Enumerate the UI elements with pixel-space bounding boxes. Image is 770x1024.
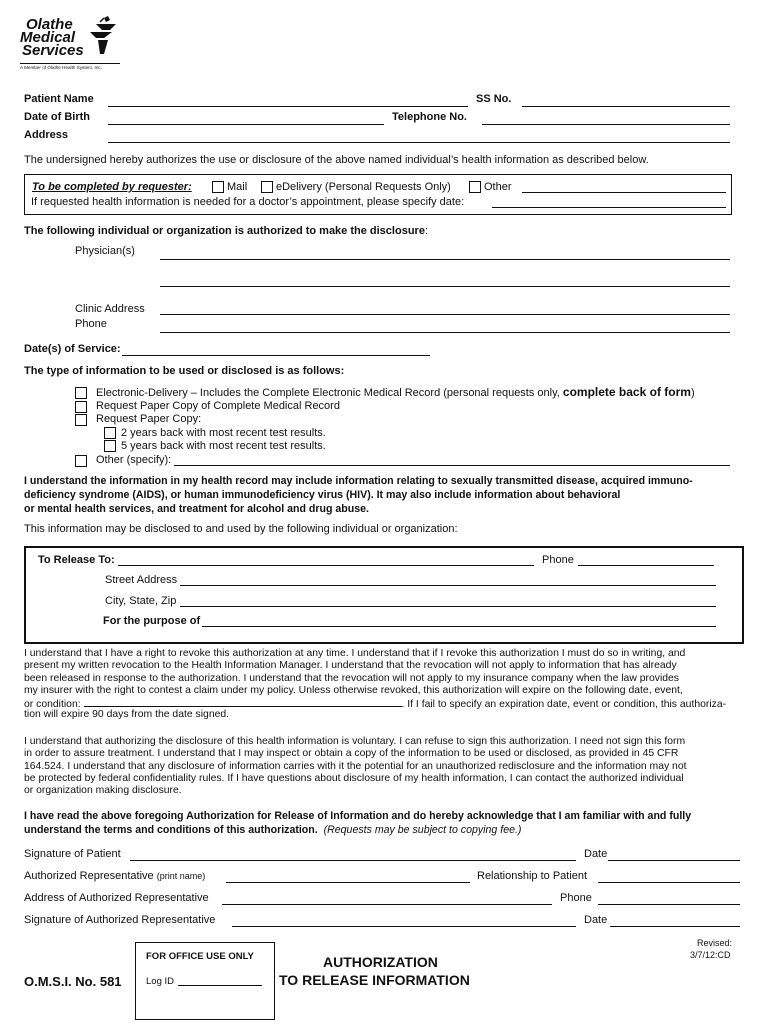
revoke-line-3: been released in response to the authorization. I understand that the revocation will not apply to my insurance company when the law provides — [24, 672, 680, 684]
voluntary-line-5: or organization making disclosure. — [24, 785, 182, 797]
other-specify-field[interactable] — [174, 465, 730, 466]
clinic-address-label: Clinic Address — [75, 303, 145, 315]
physicians-field-1[interactable] — [160, 259, 730, 260]
five-years-checkbox[interactable] — [104, 440, 116, 452]
address-rep-label: Address of Authorized Representative — [24, 892, 209, 904]
dob-label: Date of Birth — [24, 111, 90, 123]
revoke-last-line: tion will expire 90 days from the date signed. — [24, 709, 230, 721]
logo-line-2: Medical — [20, 29, 76, 46]
doctor-date-field[interactable] — [492, 207, 726, 208]
sensitive-line-1: I understand the information in my health record may include information relating to sexually transmitted disease, acquired immuno- — [24, 475, 693, 487]
release-phone-label: Phone — [542, 554, 574, 566]
patient-signature-label: Signature of Patient — [24, 848, 121, 860]
logo-line-1: Olathe — [26, 16, 73, 33]
dates-of-service-label: Date(s) of Service: — [24, 343, 121, 355]
auth-rep-field[interactable] — [226, 882, 470, 883]
sig-rep-label: Signature of Authorized Representative — [24, 914, 216, 926]
purpose-field[interactable] — [202, 626, 716, 627]
rep-phone-field[interactable] — [598, 904, 740, 905]
dates-of-service-field[interactable] — [122, 355, 430, 356]
revoke-paragraph — [24, 648, 742, 722]
address-label: Address — [24, 129, 69, 141]
form-number: O.M.S.I. No. 581 — [24, 974, 122, 989]
release-to-field[interactable] — [118, 565, 534, 566]
form-title-line-2: TO RELEASE INFORMATION — [279, 972, 470, 988]
revoke-tail: . If I fail to specify an expiration date, event or condition, this authoriza- — [401, 699, 727, 711]
auth-rep-label: Authorized Representative (print name) — [24, 870, 206, 882]
other-specify-checkbox[interactable] — [75, 455, 87, 467]
ssn-label: SS No. — [476, 93, 512, 105]
paper-complete-checkbox[interactable] — [75, 401, 87, 413]
address-field[interactable] — [108, 142, 730, 143]
rep-phone-label: Phone — [560, 892, 592, 904]
edelivery-label: eDelivery (Personal Requests Only) — [276, 181, 451, 193]
edelivery-checkbox[interactable] — [261, 181, 273, 193]
log-id-label: Log ID — [146, 976, 174, 987]
clinic-address-field[interactable] — [160, 314, 730, 315]
revoke-line-1: I understand that I have a right to revoke this authorization at any time. I understand that if I revoke this authorization I must do so in writing, and — [24, 648, 686, 659]
disclosed-to-text: This information may be disclosed to and used by the following individual or organization: — [24, 523, 458, 535]
intro-text: The undersigned hereby authorizes the use or disclosure of the above named individual’s health information as described below. — [24, 154, 649, 166]
date-1-field[interactable] — [608, 860, 740, 861]
two-years-checkbox[interactable] — [104, 427, 116, 439]
telephone-field[interactable] — [482, 124, 730, 125]
revoke-line-2: present my written revocation to the Health Information Manager. I understand that the revocation will not apply to information that has already — [24, 660, 677, 672]
patient-name-field[interactable] — [108, 106, 468, 107]
log-id-field[interactable] — [178, 985, 262, 986]
date-2-field[interactable] — [610, 926, 740, 927]
other-label: Other — [484, 181, 512, 193]
expiration-field[interactable] — [84, 697, 402, 707]
clinic-phone-field[interactable] — [160, 332, 730, 333]
city-state-zip-field[interactable] — [180, 606, 716, 607]
paper-complete-label: Request Paper Copy of Complete Medical Record — [96, 400, 340, 412]
electronic-label: Electronic-Delivery – Includes the Complete Electronic Medical Record (personal requests only, complete back of form) — [96, 385, 695, 399]
dob-field[interactable] — [108, 124, 384, 125]
telephone-label: Telephone No. — [392, 111, 467, 123]
street-address-label: Street Address — [105, 574, 178, 586]
revoke-line-4: my insurer with the right to contest a claim under my policy. Unless otherwise revoked, this authorization will expire on the following date, event, — [24, 684, 683, 696]
other-checkbox[interactable] — [469, 181, 481, 193]
doctor-note: If requested health information is needed for a doctor’s appointment, please specify date: — [31, 196, 465, 208]
other-specify-label: Other (specify): — [96, 454, 172, 466]
physicians-label: Physician(s) — [75, 245, 135, 257]
mail-checkbox[interactable] — [212, 181, 224, 193]
sensitive-line-2: deficiency syndrome (AIDS), or human immunodeficiency virus (HIV). It may also include information about behavioral — [24, 489, 621, 501]
voluntary-line-1: I understand that authorizing the disclosure of this health information is voluntary. I can refuse to sign this authorization. I need not sign this form — [24, 736, 686, 747]
logo-emblem-icon — [86, 14, 122, 58]
voluntary-paragraph — [24, 736, 742, 797]
logo — [20, 14, 130, 72]
revised-label: Revised: — [697, 938, 733, 948]
two-years-label: 2 years back with most recent test results. — [121, 427, 326, 439]
patient-signature-field[interactable] — [130, 860, 576, 861]
purpose-label: For the purpose of — [103, 615, 201, 627]
address-rep-field[interactable] — [222, 904, 552, 905]
info-type-heading: The type of information to be used or disclosed is as follows: — [24, 365, 345, 377]
disclosure-heading: The following individual or organization is authorized to make the disclosure: — [24, 225, 428, 237]
logo-tagline: A Member of Olathe Health System, Inc. — [20, 65, 102, 70]
date-2-label: Date — [584, 914, 608, 926]
clinic-phone-label: Phone — [75, 318, 107, 330]
acknowledge-line-1: I have read the above foregoing Authorization for Release of Information and do hereby acknowledge that I am familiar with and fully — [24, 810, 692, 822]
patient-name-label: Patient Name — [24, 93, 94, 105]
relationship-field[interactable] — [598, 882, 740, 883]
release-to-label: To Release To: — [38, 554, 115, 566]
other-field[interactable] — [522, 192, 726, 193]
relationship-label: Relationship to Patient — [477, 870, 588, 882]
release-phone-field[interactable] — [578, 565, 714, 566]
sig-rep-field[interactable] — [232, 926, 576, 927]
ssn-field[interactable] — [522, 106, 730, 107]
form-title-line-1: AUTHORIZATION — [323, 954, 438, 970]
voluntary-line-3: 164.524. I understand that any disclosure of information carries with it the potential for an unauthorized redisclosure and the information may not — [24, 760, 687, 772]
five-years-label: 5 years back with most recent test results. — [121, 440, 326, 452]
city-state-zip-label: City, State, Zip — [105, 595, 177, 607]
logo-line-3: Services — [22, 42, 84, 59]
paper-copy-label: Request Paper Copy: — [96, 413, 202, 425]
acknowledge-line-2: understand the terms and conditions of this authorization. (Requests may be subject to copying fee.) — [24, 824, 522, 836]
voluntary-line-2: in order to assure treatment. I understand that I may inspect or obtain a copy of the information to be used or disclosed, as provided in 45 CFR — [24, 748, 679, 760]
sensitive-line-3: or mental health services, and treatment for alcohol and drug abuse. — [24, 503, 369, 515]
date-1-label: Date — [584, 848, 608, 860]
voluntary-line-4: be protected by federal confidentiality rules. If I have questions about disclosure of my health information, I can contact the authorized individual — [24, 772, 684, 784]
requester-title: To be completed by requester: — [32, 181, 192, 193]
office-use-label: FOR OFFICE USE ONLY — [146, 951, 254, 962]
physicians-field-2[interactable] — [160, 286, 730, 287]
electronic-checkbox[interactable] — [75, 387, 87, 399]
mail-label: Mail — [227, 181, 248, 193]
revoke-or-condition: or condition: — [24, 699, 81, 711]
revised-date: 3/7/12:CD — [690, 950, 731, 960]
paper-copy-checkbox[interactable] — [75, 414, 87, 426]
street-address-field[interactable] — [180, 585, 716, 586]
